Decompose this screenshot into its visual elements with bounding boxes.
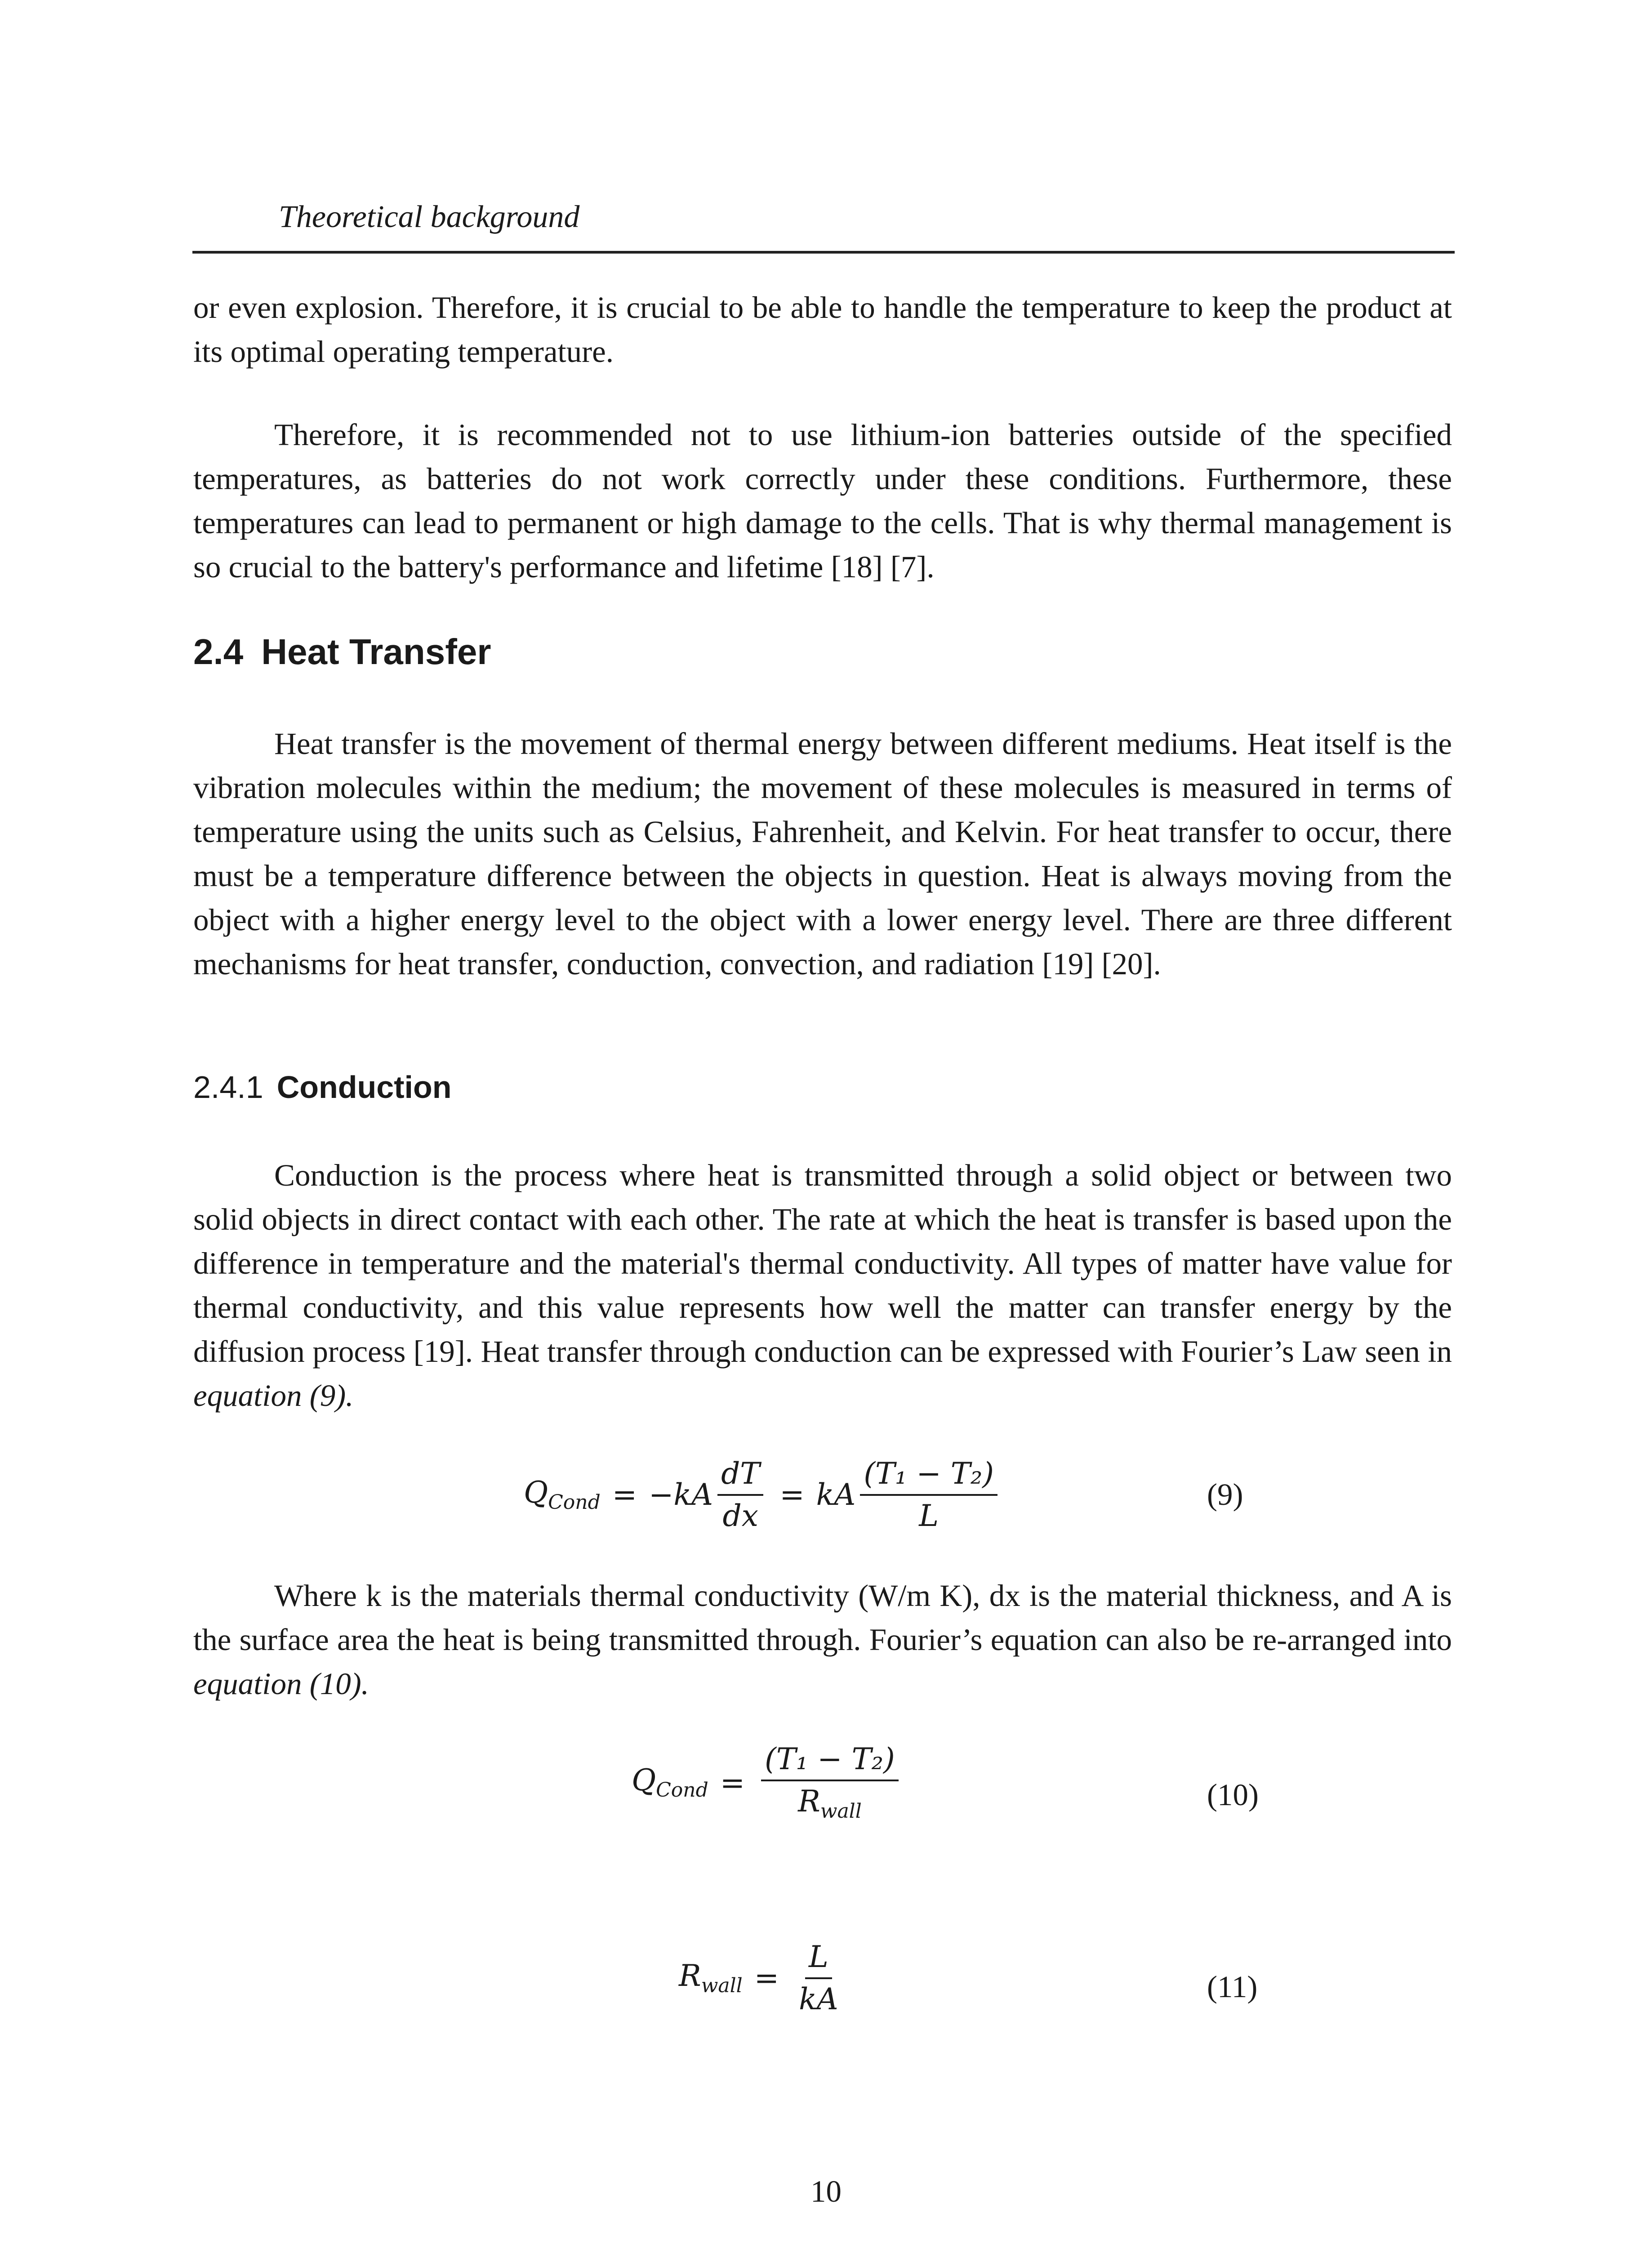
- equation-number-9: (9): [1207, 1477, 1243, 1512]
- equation-reference-10: equation (10).: [193, 1667, 369, 1701]
- subsection-title: Conduction: [276, 1070, 452, 1105]
- paragraph-conduction-text: Conduction is the process where heat is transmitted through a solid object or between two solid objects in direct contact with each other. The rate at which the heat is transfer is based upon the difference in temperature and the material's thermal conductivity. All types of matter have value for thermal conductivity, and this value represents how well the matter can transfer energy by the diffusion process [19]. Heat transfer through conduction can be expressed with Fourier’s Law seen in: [193, 1158, 1452, 1369]
- eq11-lhs: $R_{wall}$: [679, 1958, 743, 1997]
- eq9-derivative: [717, 1456, 763, 1533]
- paragraph-heat-transfer: Heat transfer is the movement of thermal energy between different mediums. Heat itself is the vibration molecules within the medium; the movement of these molecules is measured in terms of temperature using the units such as Celsius, Fahrenheit, and Kelvin. For heat transfer to occur, there must be a temperature difference between the objects in question. Heat is always moving from the object with a higher energy level to the object with a lower energy level. There are three different mechanisms for heat transfer, conduction, convection, and radiation [19] [20].: [193, 727, 1452, 981]
- eq9-term1-prefix: −kA: [649, 1477, 713, 1512]
- subsection-number: 2.4.1: [193, 1070, 263, 1105]
- eq9-derivative-numerator: dT: [717, 1459, 763, 1496]
- eq9-derivative-denominator: dx: [722, 1499, 758, 1533]
- eq10-denominator: $R_{wall}$: [798, 1784, 862, 1823]
- paragraph-continuation: or even explosion. Therefore, it is crucial to be able to handle the temperature to keep the product at its optimal operating temperature.: [193, 290, 1452, 369]
- paragraph-conduction: [193, 1153, 1452, 1418]
- section-heading: [193, 634, 491, 670]
- section-number: 2.4: [193, 632, 244, 672]
- eq9-equals: =: [612, 1477, 637, 1512]
- paragraph-fourier-variables-text: Where k is the materials thermal conductivity (W/m K), dx is the material thickness, and A is the surface area the heat is being transmitted through. Fourier’s equation can also be re-arranged into: [193, 1579, 1452, 1657]
- paragraph-temperature-limits: Therefore, it is recommended not to use lithium-ion batteries outside of the specified temperatures, as batteries do not work correctly under these conditions. Furthermore, these temperatures can lead to permanent or high damage to the cells. That is why thermal management is so crucial to the battery's performance and lifetime [18] [7].: [193, 418, 1452, 584]
- equation-reference-9: equation (9).: [193, 1378, 354, 1413]
- equation-number-11: (11): [1207, 1970, 1258, 2004]
- eq9-fraction: [860, 1456, 997, 1533]
- equation-11: [679, 1942, 846, 2014]
- eq11-fraction: [795, 1942, 842, 2014]
- page-number: 10: [810, 2174, 842, 2208]
- eq10-equals: =: [720, 1765, 745, 1800]
- eq9-term2-prefix: kA: [816, 1477, 856, 1512]
- eq11-denominator: kA: [799, 1982, 838, 2016]
- eq11-equals: =: [754, 1961, 779, 1995]
- eq10-fraction: [761, 1744, 899, 1821]
- paragraph-fourier-variables: [193, 1574, 1452, 1706]
- subsection-heading: [193, 1071, 452, 1103]
- eq11-numerator: L: [805, 1942, 832, 1979]
- eq9-numerator: (T₁ − T₂): [860, 1459, 997, 1496]
- equation-9: [524, 1456, 1002, 1533]
- header-rule: [192, 251, 1455, 254]
- equation-number-10: (10): [1207, 1778, 1259, 1812]
- section-title: Heat Transfer: [261, 632, 491, 672]
- equation-10: [632, 1744, 903, 1821]
- eq9-equals-2: =: [779, 1477, 805, 1512]
- eq10-lhs: $Q_{Cond}$: [632, 1763, 708, 1802]
- eq9-lhs: $Q_{Cond}$: [524, 1475, 601, 1514]
- eq10-numerator: (T₁ − T₂): [761, 1744, 899, 1781]
- eq9-denominator: L: [919, 1499, 939, 1533]
- running-head: Theoretical background: [279, 200, 580, 234]
